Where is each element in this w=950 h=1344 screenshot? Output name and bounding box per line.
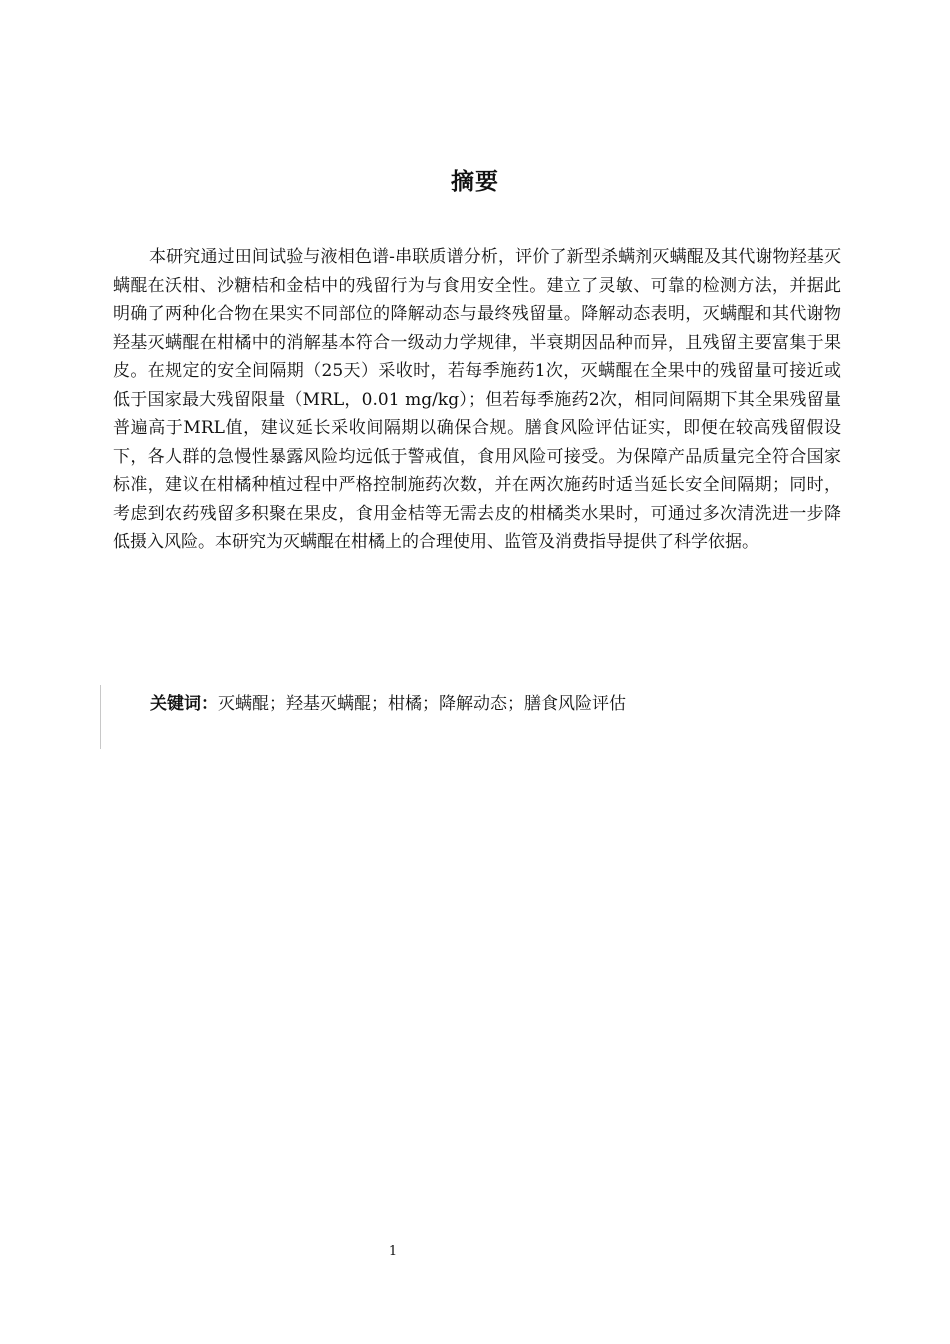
page-number: 1 — [388, 1244, 398, 1259]
abstract-paragraph: 本研究通过田间试验与液相色谱-串联质谱分析，评价了新型杀螨剂灭螨醌及其代谢物羟基灭螨醌在沃柑、沙糖桔和金桔中的残留行为与食用安全性。建立了灵敏、可靠的检测方法，并据此明确了两种化合物在果实不同部位的降解动态与最终残留量。降解动态表明，灭螨醌和其代谢物羟基灭螨醌在柑橘中的消解基本符合一级动力学规律，半衰期因品种而异，且残留主要富集于果皮。在规定的安全间隔期（25天）采收时，若每季施药1次，灭螨醌在全果中的残留量可接近或低于国家最大残留限量（MRL，0.01 mg/kg）；但若每季施药2次，相同间隔期下其全果残留量普遍高于MRL值，建议延长采收间隔期以确保合规。膳食风险评估证实，即便在较高残留假设下，各人群的急慢性暴露风险均远低于警戒值，食用风险可接受。为保障产品质量完全符合国家标准，建议在柑橘种植过程中严格控制施药次数，并在两次施药时适当延长安全间隔期；同时，考虑到农药残留多积聚在果皮，食用金桔等无需去皮的柑橘类水果时，可通过多次清洗进一步降低摄入风险。本研究为灭螨醌在柑橘上的合理使用、监管及消费指导提供了科学依据。 — [113, 247, 841, 552]
keywords-divider — [100, 685, 101, 749]
keywords-text: 灭螨醌；羟基灭螨醌；柑橘；降解动态；膳食风险评估 — [218, 694, 626, 714]
keywords-line — [150, 690, 626, 718]
keywords-label: 关键词： — [150, 694, 218, 714]
page-title: 摘要 — [451, 169, 499, 195]
